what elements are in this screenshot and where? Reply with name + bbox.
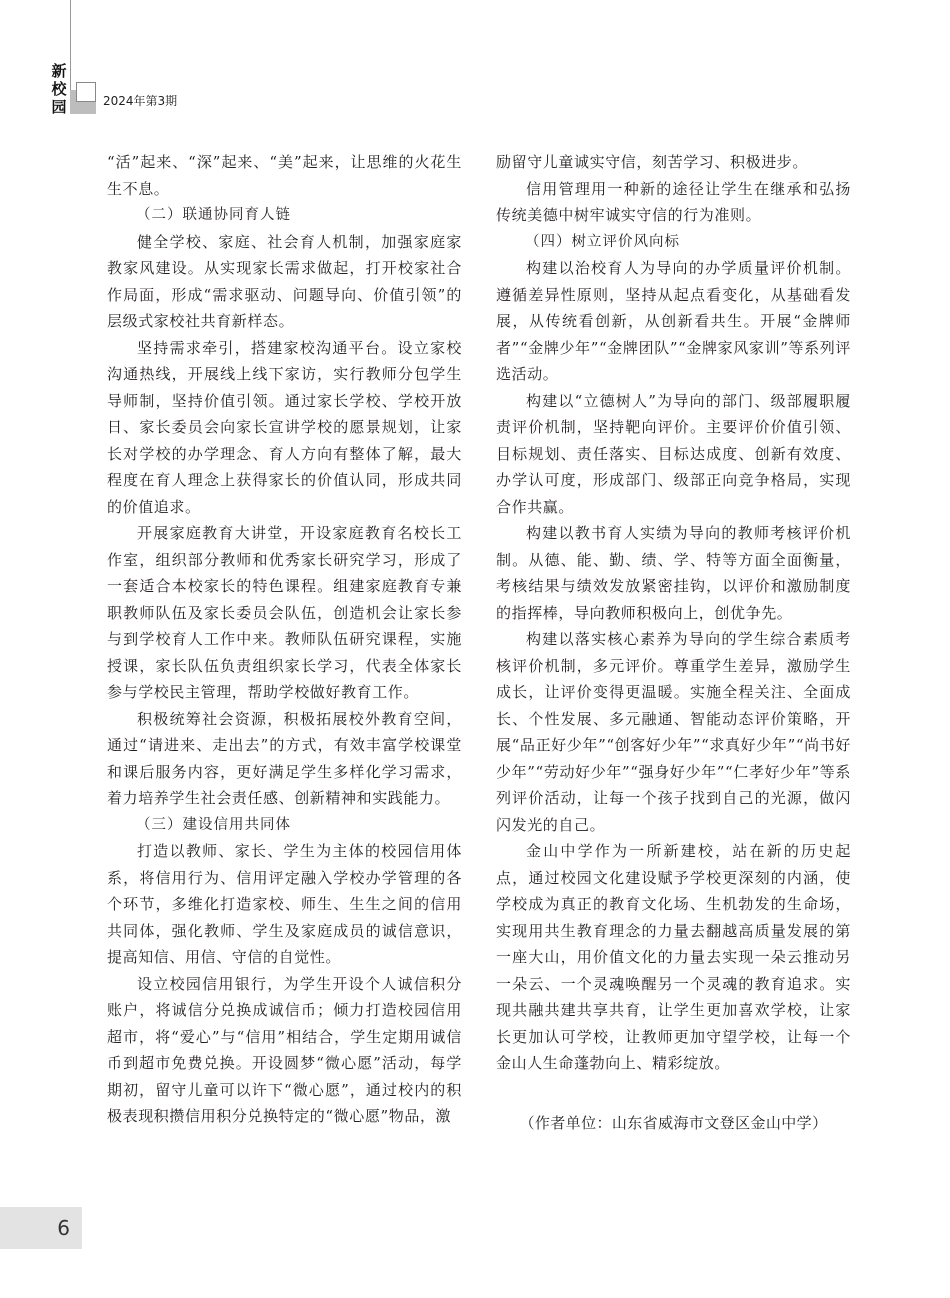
decorative-square-outline xyxy=(76,82,96,102)
section-heading: （三）建设信用共同体 xyxy=(136,816,291,833)
paragraph: 打造以教师、家长、学生为主体的校园信用体系，将信用行为、信用评定融入学校办学管理的各个环节，多维化打造家校、师生、生生之间的信用共同体，强化教师、学生及家庭成员的诚信意识，提高知信、用信、守信的自觉性。 xyxy=(107,842,462,966)
paragraph: “活”起来、“深”起来、“美”起来，让思维的火花生生不息。 xyxy=(107,153,462,198)
paragraph: 构建以治校育人为导向的办学质量评价机制。遵循差异性原则，坚持从起点看变化，从基础看发展，从传统看创新，从创新看共生。开展“金牌师者”“金牌少年”“金牌团队”“金牌家风家训”等系列评选活动。 xyxy=(496,259,851,383)
paragraph: 积极统筹社会资源，积极拓展校外教育空间，通过“请进来、走出去”的方式，有效丰富学校课堂和课后服务内容，更好满足学生多样化学习需求，着力培养学生社会责任感、创新精神和实践能力。 xyxy=(107,709,462,807)
paragraph: 坚持需求牵引，搭建家校沟通平台。设立家校沟通热线，开展线上线下家访，实行教师分包学生导师制，坚持价值引领。通过家长学校、学校开放日、家长委员会向家长宣讲学校的愿景规划，让家长对学校的办学理念、育人方向有整体了解，最大程度在育人理念上获得家长的价值认同，形成共同的价值追求。 xyxy=(107,338,462,516)
paragraph: 构建以教书育人实绩为导向的教师考核评价机制。从德、能、勤、绩、学、特等方面全面衡量，考核结果与绩效发放紧密挂钩，以评价和激励制度的指挥棒，导向教师积极向上，创优争先。 xyxy=(496,524,851,622)
author-affiliation: （作者单位：山东省威海市文登区金山中学） xyxy=(519,1113,828,1132)
paragraph: 金山中学作为一所新建校，站在新的历史起点，通过校园文化建设赋予学校更深刻的内涵，使学校成为真正的教育文化场、生机勃发的生命场，实现用共生教育理念的力量去翻越高质量发展的第一座大山，用价值文化的力量去实现一朵云推动另一朵云、一个灵魂唤醒另一个灵魂的教育追求。实现共融共建共享共育，让学生更加喜欢学校，让家长更加认可学校，让教师更加守望学校，让每一个金山人生命蓬勃向上、精彩绽放。 xyxy=(496,842,851,1072)
paragraph: 构建以“立德树人”为导向的部门、级部履职履责评价机制，坚持靶向评价。主要评价价值引领、目标规划、责任落实、目标达成度、创新有效度、办学认可度，形成部门、级部正向竞争格局，实现合作共赢。 xyxy=(496,391,851,516)
section-heading: （四）树立评价风向标 xyxy=(525,233,680,250)
logo-char: 新 xyxy=(51,62,67,80)
paragraph: 构建以落实核心素养为导向的学生综合素质考核评价机制，多元评价。尊重学生差异，激励学生成长，让评价变得更温暖。实施全程关注、全面成长、个性发展、多元融通、智能动态评价策略，开展“品正好少年”“创客好少年”“求真好少年”“尚书好少年”“劳动好少年”“强身好少年”“仁孝好少年”等系列评价活动，让每一个孩子找到自己的光源，做闪闪发光的自己。 xyxy=(496,630,851,834)
paragraph: 开展家庭教育大讲堂，开设家庭教育名校长工作室，组织部分教师和优秀家长研究学习，形成了一套适合本校家长的特色课程。组建家庭教育专兼职教师队伍及家长委员会队伍，创造机会让家长参与到学校育人工作中来。教师队伍研究课程，实施授课，家长队伍负责组织家长学习，代表全体家长参与学校民主管理，帮助学校做好教育工作。 xyxy=(107,524,462,701)
magazine-logo xyxy=(48,62,70,116)
issue-label: 2024年第3期 xyxy=(103,94,178,108)
left-column xyxy=(107,149,462,1130)
paragraph: 健全学校、家庭、社会育人机制，加强家庭家教家风建设。从实现家长需求做起，打开校家社合作局面，形成“需求驱动、问题导向、价值引领”的层级式家校社共育新样态。 xyxy=(107,232,462,330)
right-column xyxy=(496,149,851,1136)
paragraph: 信用管理用一种新的途径让学生在继承和弘扬传统美德中树牢诚实守信的行为准则。 xyxy=(496,179,851,224)
logo-char: 校 xyxy=(51,80,67,98)
paragraph: 励留守儿童诚实守信，刻苦学习、积极进步。 xyxy=(496,153,809,171)
page-number: 6 xyxy=(0,1207,82,1249)
section-heading: （二）联通协同育人链 xyxy=(136,207,291,223)
logo-char: 园 xyxy=(51,98,67,116)
paragraph: 设立校园信用银行，为学生开设个人诚信积分账户，将诚信分兑换成诚信币；倾力打造校园信用超市，将“爱心”与“信用”相结合，学生定期用诚信币到超市免费兑换。开设圆梦“微心愿”活动，每学期初，留守儿童可以许下“微心愿”，通过校内的积极表现积攒信用积分兑换特定的“微心愿”物品，激 xyxy=(107,974,462,1125)
